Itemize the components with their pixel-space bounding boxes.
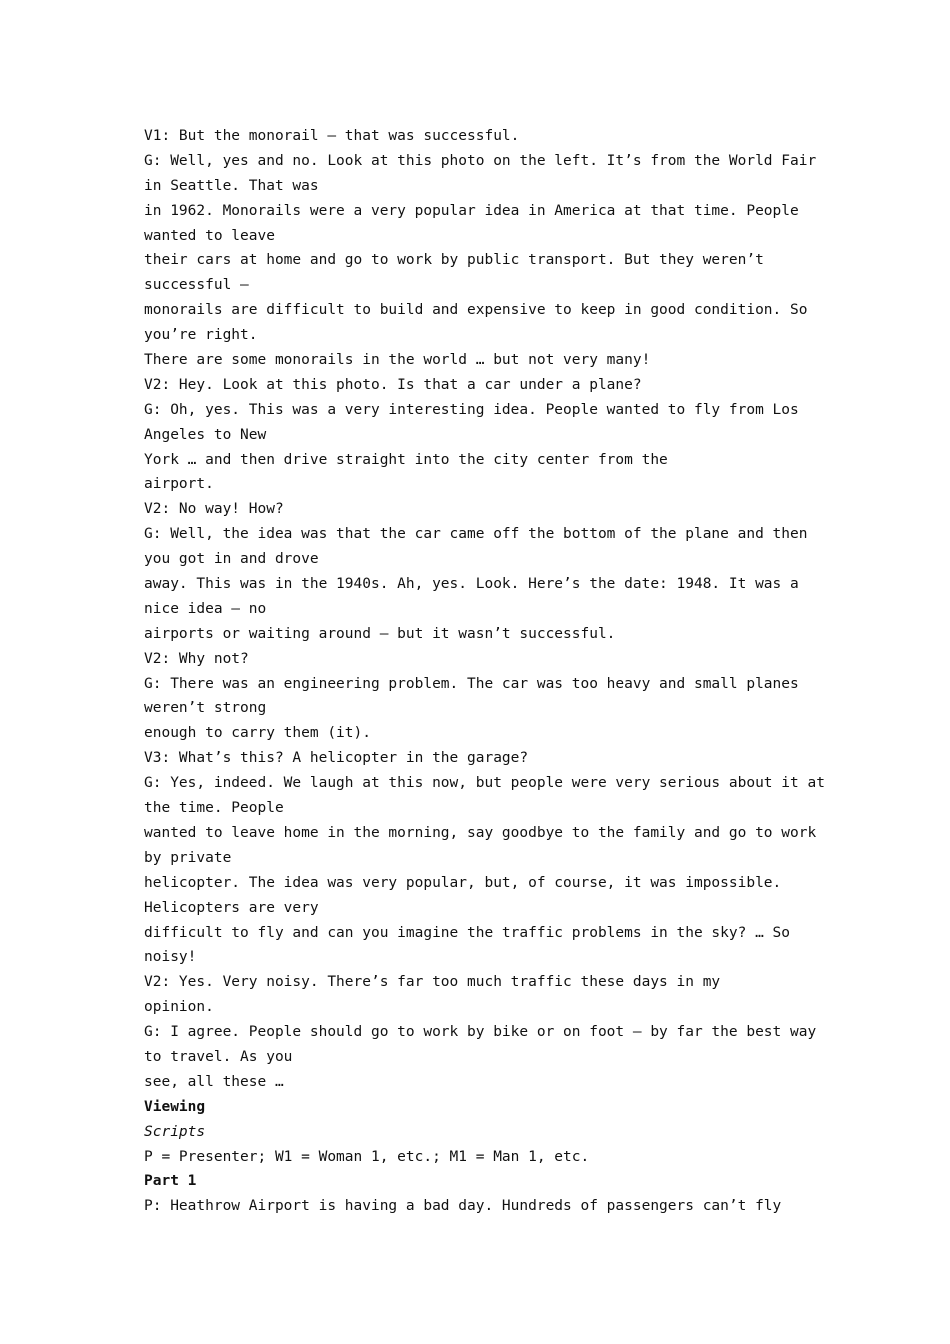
script-line: opinion. (144, 999, 214, 1016)
script-line: in Seattle. That was (144, 177, 319, 194)
script-line: G: I agree. People should go to work by bike or on foot – by far the best way (144, 1024, 817, 1041)
script-line: nice idea – no (144, 600, 267, 617)
script-line: away. This was in the 1940s. Ah, yes. Look. Here’s the date: 1948. It was a (144, 576, 799, 593)
part-heading: Part 1 (144, 1173, 197, 1190)
script-line: G: Oh, yes. This was a very interesting idea. People wanted to fly from Los (144, 401, 799, 418)
script-line: enough to carry them (it). (144, 725, 371, 742)
script-line: the time. People (144, 800, 284, 817)
script-line: V3: What’s this? A helicopter in the garage? (144, 750, 529, 767)
script-line: their cars at home and go to work by public transport. But they weren’t (144, 252, 764, 269)
script-line: Angeles to New (144, 426, 267, 443)
script-line: wanted to leave (144, 227, 275, 244)
script-line: V2: No way! How? (144, 501, 284, 518)
section-heading: Viewing (144, 1098, 206, 1115)
script-line: airport. (144, 476, 214, 493)
script-line: York … and then drive straight into the city center from the (144, 451, 668, 468)
speaker-key: P = Presenter; W1 = Woman 1, etc.; M1 = Man 1, etc. (144, 1148, 590, 1165)
script-line: in 1962. Monorails were a very popular idea in America at that time. People (144, 202, 799, 219)
script-line: by private (144, 849, 232, 866)
script-line: noisy! (144, 949, 197, 966)
script-line: wanted to leave home in the morning, say goodbye to the family and go to work (144, 824, 817, 841)
script-line: V2: Yes. Very noisy. There’s far too much traffic these days in my (144, 974, 721, 991)
script-line: P: Heathrow Airport is having a bad day. Hundreds of passengers can’t fly (144, 1198, 782, 1215)
script-line: G: Well, the idea was that the car came off the bottom of the plane and then (144, 526, 808, 543)
script-line: V2: Why not? (144, 650, 249, 667)
document-body (144, 124, 825, 1219)
script-line: airports or waiting around – but it wasn’t successful. (144, 625, 616, 642)
subheading: Scripts (144, 1123, 206, 1140)
script-line: you got in and drove (144, 551, 319, 568)
script-line: G: There was an engineering problem. The car was too heavy and small planes (144, 675, 799, 692)
script-line: weren’t strong (144, 700, 267, 717)
script-line: G: Well, yes and no. Look at this photo on the left. It’s from the World Fair (144, 152, 817, 169)
script-line: see, all these … (144, 1073, 284, 1090)
script-line: successful – (144, 277, 249, 294)
script-line: Helicopters are very (144, 899, 319, 916)
script-line: V1: But the monorail – that was successful. (144, 128, 520, 144)
script-line: helicopter. The idea was very popular, but, of course, it was impossible. (144, 874, 782, 891)
script-line: difficult to fly and can you imagine the traffic problems in the sky? … So (144, 924, 791, 941)
script-line: you’re right. (144, 327, 258, 344)
script-line: There are some monorails in the world … but not very many! (144, 352, 651, 369)
script-line: G: Yes, indeed. We laugh at this now, but people were very serious about it at (144, 775, 825, 792)
script-line: monorails are difficult to build and expensive to keep in good condition. So (144, 302, 808, 319)
script-line: to travel. As you (144, 1048, 293, 1065)
script-line: V2: Hey. Look at this photo. Is that a car under a plane? (144, 376, 642, 393)
